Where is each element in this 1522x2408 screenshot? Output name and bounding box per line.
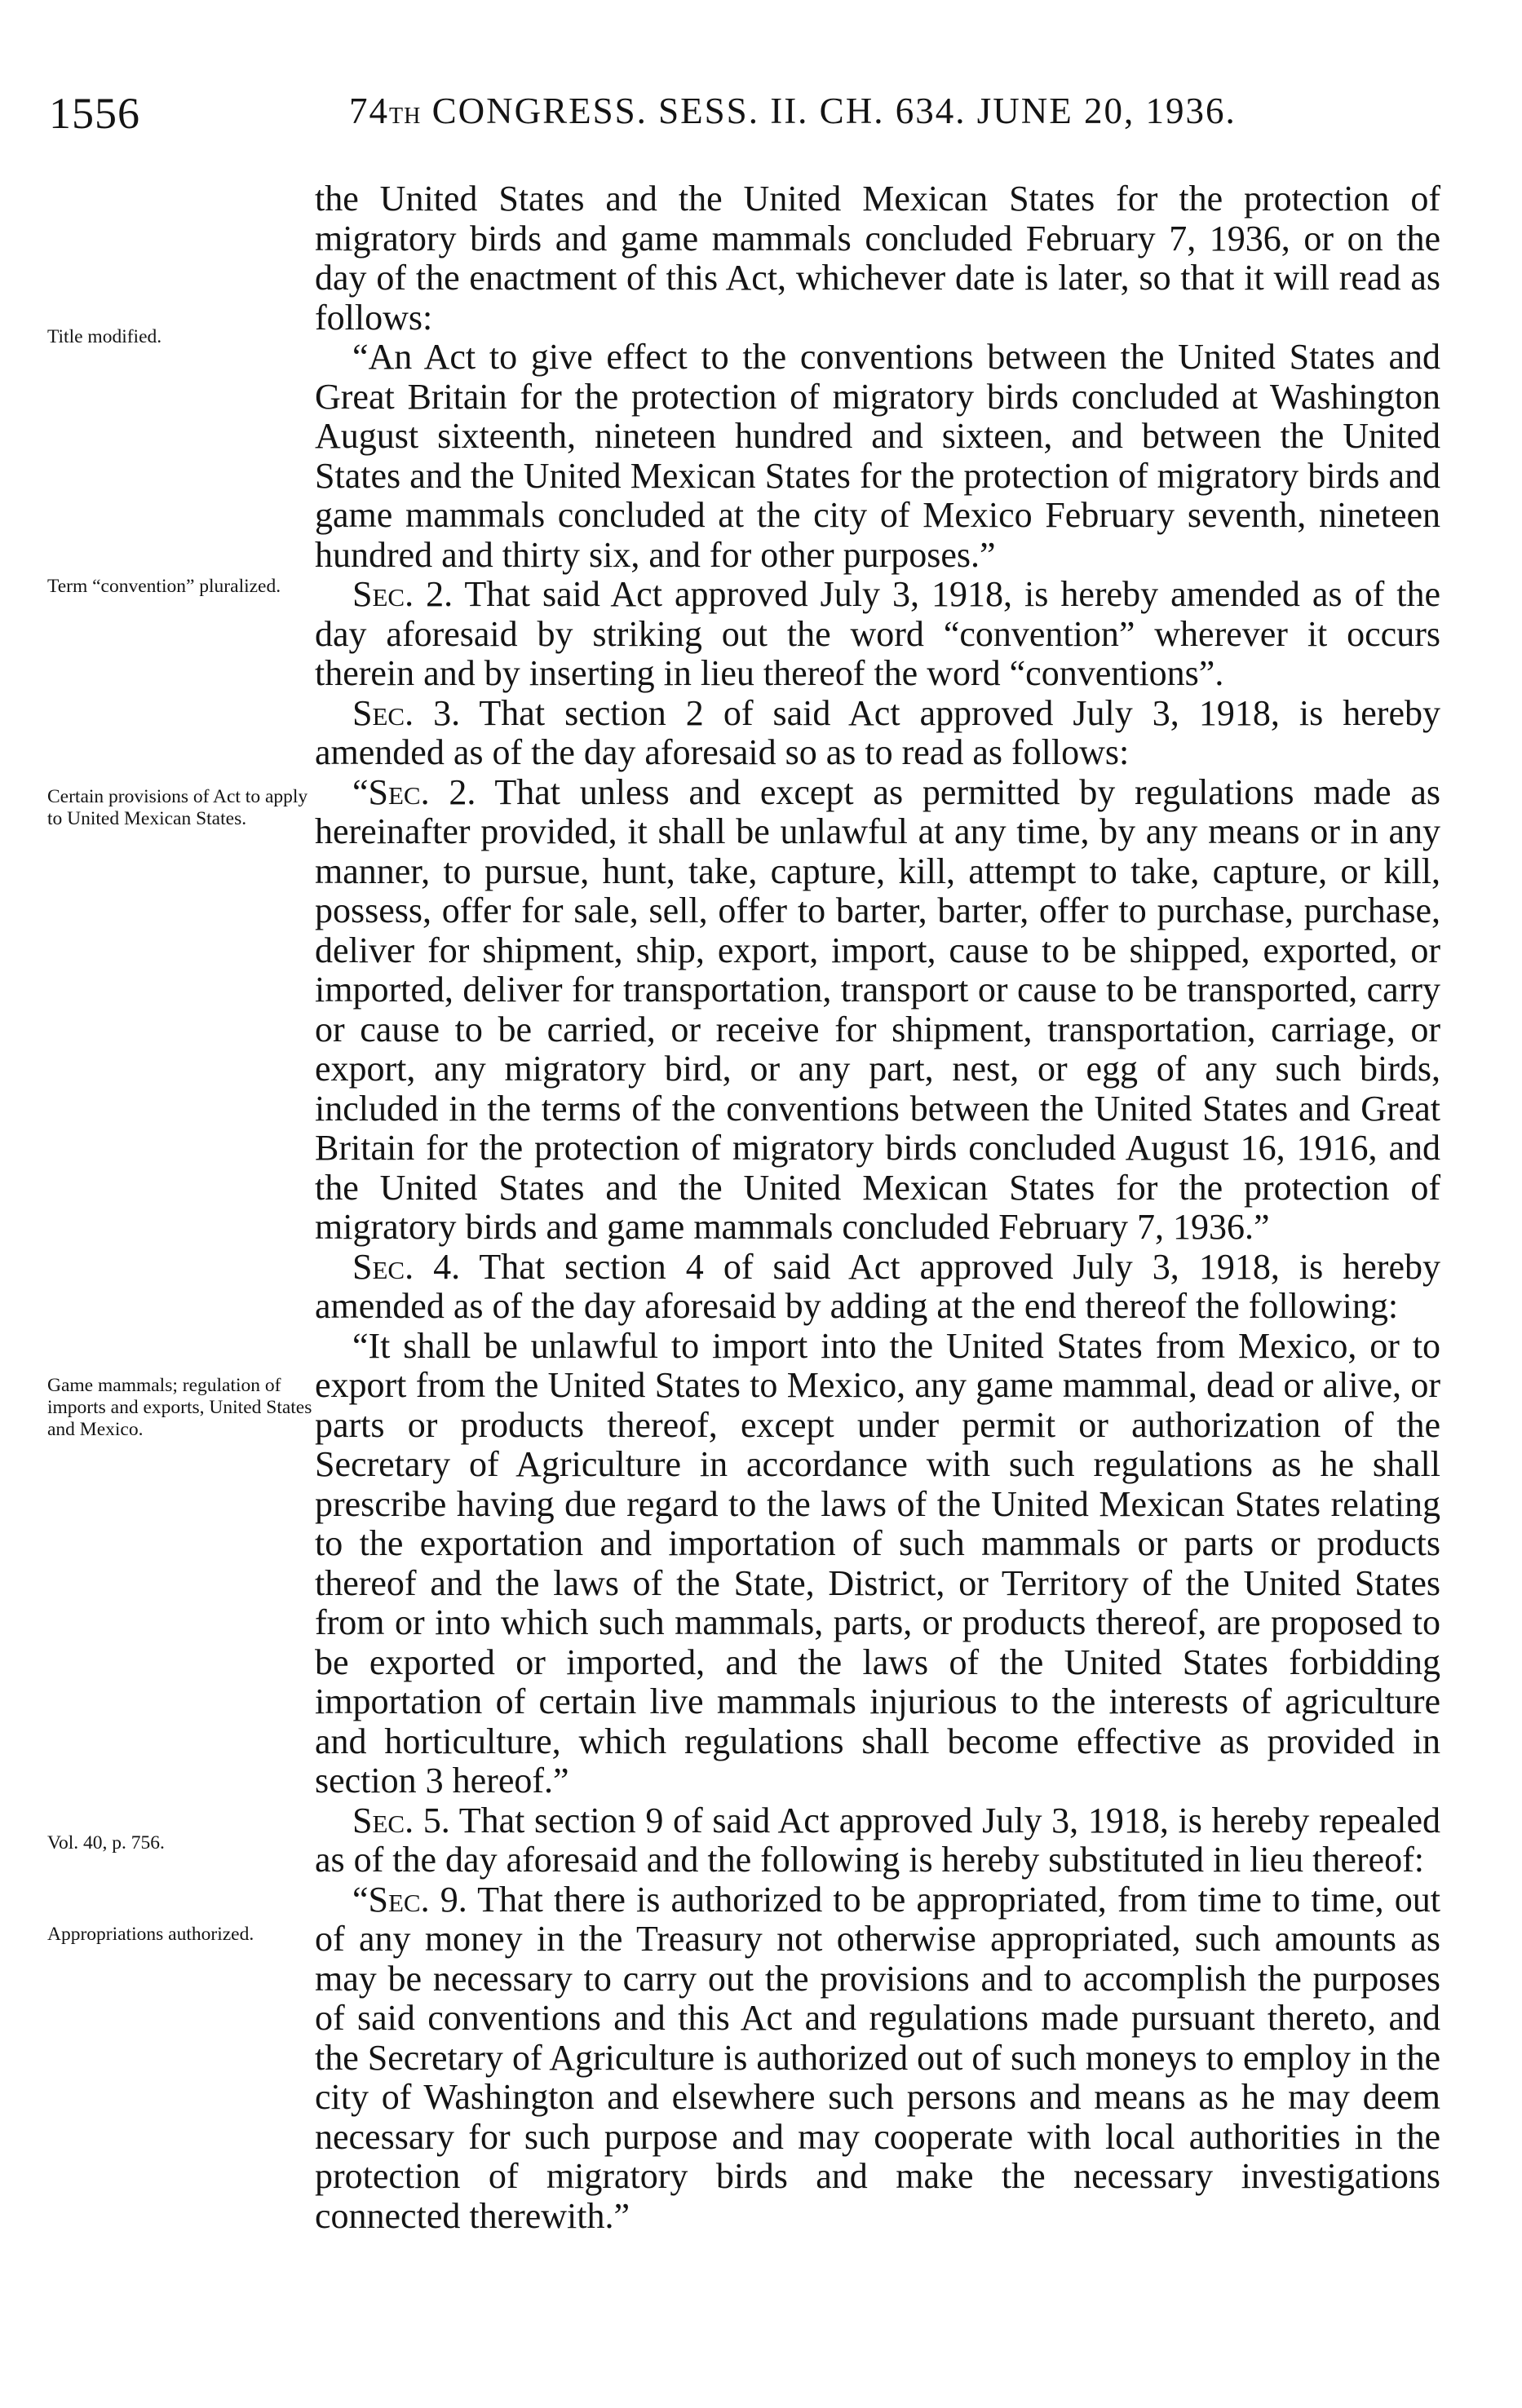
margin-note-appropriations: Appropriations authorized.: [47, 1924, 254, 1945]
margin-note-term-pluralized: Term “convention” pluralized.: [47, 576, 281, 597]
paragraph-continuation: the United States and the United Mexican States for the protection of migratory birds and game mammals concluded February 7, 1936, or on the day of the enactment of this Act, whichever date is later, so that it will read as follows:: [315, 179, 1440, 338]
paragraph-quoted-section-2: [315, 773, 1440, 1248]
paragraph-quoted-section-9: [315, 1880, 1440, 2237]
section-text: That section 2 of said Act approved July 3, 1918, is hereby amended as of the day aforesaid so as to read as follows:: [315, 692, 1440, 772]
paragraph-section-3: [315, 694, 1440, 773]
section-label: Sec. 3.: [352, 692, 461, 733]
paragraph-section-2: [315, 575, 1440, 694]
body-text: [315, 179, 1440, 2236]
page-number: 1556: [49, 89, 140, 138]
margin-note-title-modified: Title modified.: [47, 326, 162, 347]
section-text: That section 9 of said Act approved July 3, 1918, is hereby repealed as of the day aforesaid and the following is hereby substituted in lieu thereof:: [315, 1800, 1440, 1880]
section-text: That section 4 of said Act approved July 3, 1918, is hereby amended as of the day aforesaid by adding at the end thereof the following:: [315, 1246, 1440, 1326]
margin-note-game-mammals: Game mammals; regulation of imports and exports, United States and Mexico.: [47, 1375, 312, 1440]
margin-note-volume-reference: Vol. 40, p. 756.: [47, 1832, 165, 1853]
section-label: “Sec. 9.: [352, 1879, 467, 1920]
running-header: [0, 88, 1522, 140]
congress-ordinal-suffix: TH: [389, 104, 422, 129]
section-text: That said Act approved July 3, 1918, is hereby amended as of the day aforesaid by striking out the word “convention” wherever it occurs therein and by inserting in lieu thereof the word “conventions”.: [315, 574, 1440, 693]
margin-note-certain-provisions: Certain provisions of Act to apply to United Mexican States.: [47, 786, 308, 829]
paragraph-section-5: [315, 1801, 1440, 1880]
running-head-text: CONGRESS. SESS. II. CH. 634. JUNE 20, 1936.: [431, 91, 1237, 131]
congress-ordinal: 74: [349, 91, 389, 131]
running-head: [349, 90, 1237, 132]
paragraph-section-4: [315, 1248, 1440, 1327]
paragraph-game-mammals: “It shall be unlawful to import into the United States from Mexico, or to export from the United States to Mexico, any game mammal, dead or alive, or parts or products thereof, except under permit or authorization of the Secretary of Agriculture in accordance with such regulations as he shall prescribe having due regard to the laws of the United Mexican States relating to the exportation and importation of such mammals or parts or products thereof and the laws of the State, District, or Territory of the United States from or into which such mammals, parts, or products thereof, are proposed to be exported or imported, and the laws of the United States forbidding importation of certain live mammals injurious to the interests of agriculture and horticulture, which regulations shall become effective as provided in section 3 hereof.”: [315, 1325, 1440, 1800]
section-label: Sec. 5.: [352, 1800, 450, 1840]
section-text: That there is authorized to be appropriated, from time to time, out of any money in the Treasury not otherwise appropriated, such amounts as may be necessary to carry out the provisions and to accomplish the purposes of said conventions and this Act and regulations made pursuant thereto, and the Secretary of Agriculture is authorized out of such moneys to employ in the city of Washington and elsewhere such persons and means as he may deem necessary for such purpose and may cooperate with local authorities in the protection of migratory birds and make the necessary investigations connected therewith.”: [315, 1879, 1440, 2236]
paragraph-new-title: “An Act to give effect to the conventions between the United States and Great Britain for the protection of migratory birds concluded at Washington August sixteenth, nineteen hundred and sixteen, and between the United States and the United Mexican States for the protection of migratory birds and game mammals concluded at the city of Mexico February seventh, nineteen hundred and thirty six, and for other purposes.”: [315, 337, 1440, 575]
section-label: Sec. 4.: [352, 1246, 461, 1287]
section-label: “Sec. 2.: [352, 771, 476, 812]
section-text: That unless and except as permitted by regulations made as hereinafter provided, it shall be unlawful at any time, by any means or in any manner, to pursue, hunt, take, capture, kill, attempt to take, capture, or kill, possess, offer for sale, sell, offer to barter, barter, offer to purchase, purchase, deliver for shipment, ship, export, import, cause to be shipped, exported, or imported, deliver for transportation, transport or cause to be transported, carry or cause to be carried, or receive for shipment, transportation, carriage, or export, any migratory bird, or any part, nest, or egg of any such birds, included in the terms of the conventions between the United States and Great Britain for the protection of migratory birds concluded August 16, 1916, and the United States and the United Mexican States for the protection of migratory birds and game mammals concluded February 7, 1936.”: [315, 771, 1440, 1247]
section-label: Sec. 2.: [352, 574, 454, 614]
